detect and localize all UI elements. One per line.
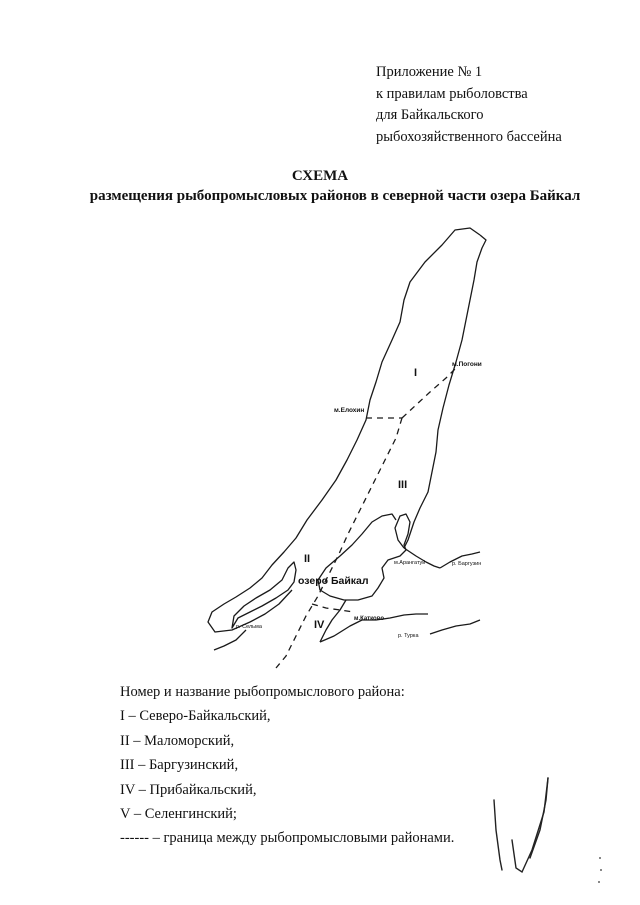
legend-boundary: ------ – граница между рыбопромысловыми районами. <box>120 830 455 847</box>
district-II-label: II <box>304 553 311 565</box>
cape-elokhin-label: м.Елохин <box>334 407 365 414</box>
appendix-line-3: для Байкальского <box>376 107 484 123</box>
title-line-1: СХЕМА <box>291 168 349 184</box>
appendix-line-2: к правилам рыболовства <box>376 85 528 102</box>
appendix-line-1: Приложение № 1 <box>376 64 483 80</box>
district-I-label: I <box>414 367 418 379</box>
legend-heading: Номер и название рыбопромыслового района: <box>120 684 405 700</box>
river-selenga-label: р. Сельма <box>236 624 262 630</box>
cape-pogoniy-label: м.Погони <box>452 361 482 368</box>
cape-arangatuy-label: м.Арангатуй <box>394 560 426 566</box>
title-line-2: размещения рыбопромысловых районов в северной части озера Байкал <box>89 188 581 204</box>
legend-item-V: V – Селенгинский; <box>120 806 237 823</box>
legend-item-III: III – Баргузинский, <box>120 757 239 774</box>
cape-katkovo-label: м.Катково <box>354 616 384 622</box>
legend-item-IV: IV – Прибайкальский, <box>120 781 257 798</box>
legend-item-I: I – Северо-Байкальский, <box>120 708 271 725</box>
lake-name-label: озеро Байкал <box>298 575 369 587</box>
district-IV-label: IV <box>314 619 325 631</box>
legend-item-II: II – Маломорский, <box>120 732 235 749</box>
appendix-line-4: рыбохозяйственного бассейна <box>376 128 562 145</box>
river-barguzin-label: р. Баргузин <box>452 561 482 567</box>
district-III-label: III <box>398 479 408 491</box>
river-turka-label: р. Турка <box>398 633 419 639</box>
